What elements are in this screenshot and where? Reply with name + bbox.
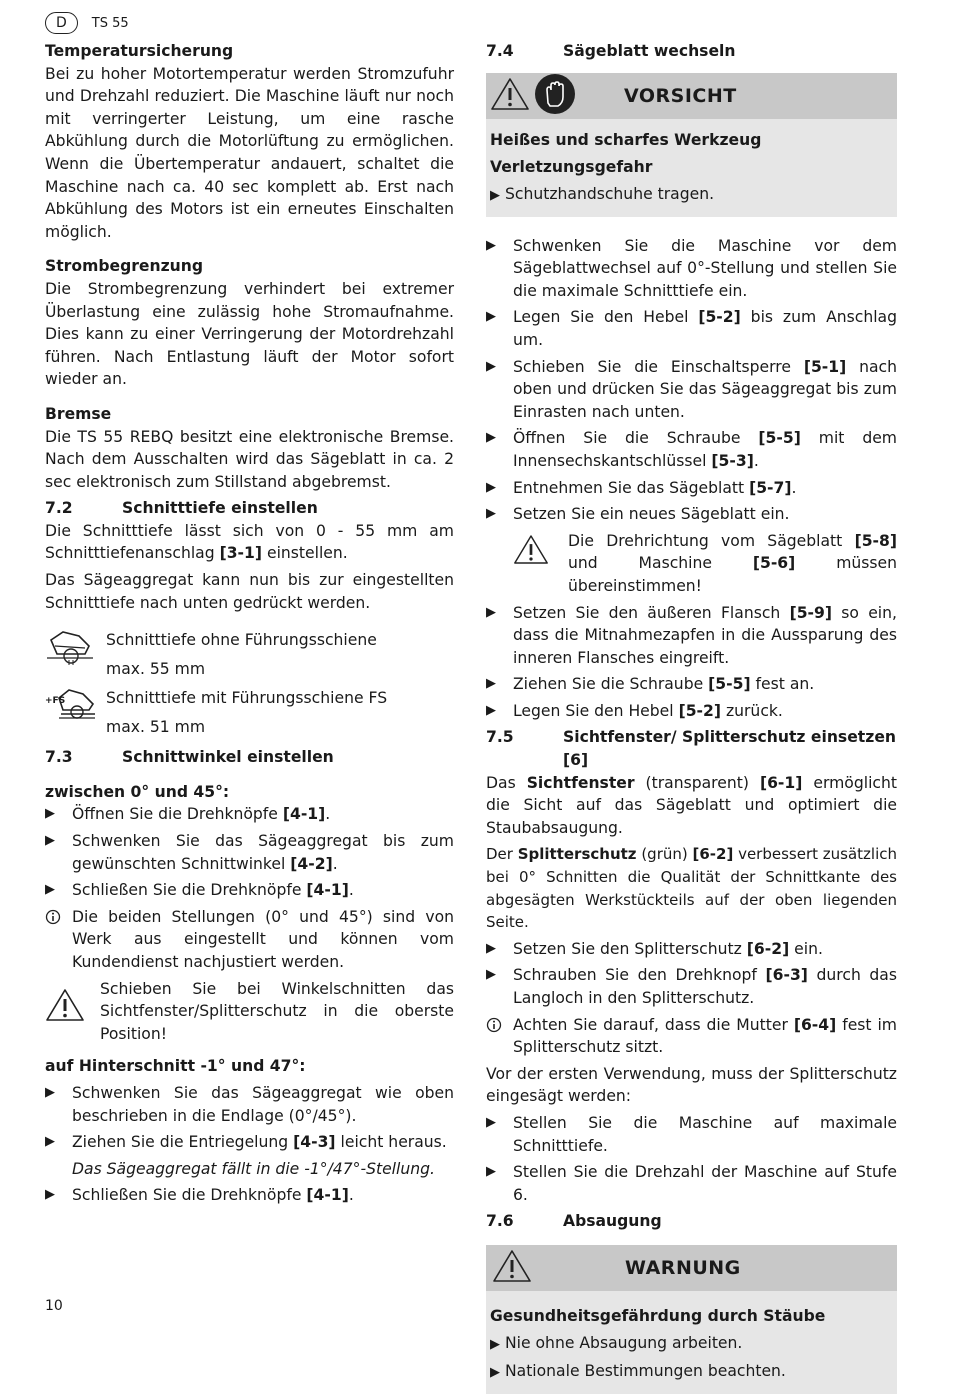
section-number: 7.3	[45, 748, 73, 767]
caution-hazard: Heißes und scharfes Werkzeug	[490, 130, 762, 149]
caution-body	[486, 119, 897, 217]
bullet-arrow-icon: ▶	[486, 506, 496, 522]
gloves-icon	[534, 73, 576, 119]
depth-value-1: max. 55 mm	[106, 660, 206, 679]
section-7-4-heading	[486, 40, 897, 63]
warning-triangle-icon	[45, 978, 100, 1026]
page-number: 10	[45, 1298, 63, 1314]
heading-strombegrenzung: Strombegrenzung	[45, 257, 204, 276]
section-number: 7.5	[486, 728, 514, 747]
warning-measure-2: ▶ Nationale Bestimmungen beachten.	[490, 1361, 786, 1380]
info-icon	[486, 1014, 513, 1059]
warning-hazard: Gesundheitsgefährdung durch Stäube	[490, 1306, 826, 1325]
list-item: ▶ Ziehen Sie die Entriegelung [4-3] leicht heraus.	[45, 1131, 454, 1154]
text-sichtfenster: Das Sichtfenster (transparent) [6-1] ermöglicht die Sicht auf das Sägeblatt und optimiert die Staubabsaugung.	[486, 773, 897, 837]
bullet-arrow-icon: ▶	[490, 1364, 500, 1380]
list-item: ▶ Stellen Sie die Drehzahl der Maschine auf Stufe 6.	[486, 1161, 897, 1206]
fs-tag: +FS	[45, 696, 66, 707]
list-item: ▶ Setzen Sie den Splitterschutz [6-2] ein.	[486, 938, 897, 961]
list-item: ▶ Schwenken Sie das Sägeaggregat bis zum gewünschten Schnittwinkel [4-2].	[45, 830, 454, 875]
info-icon	[45, 906, 72, 974]
bullet-arrow-icon: ▶	[45, 806, 55, 822]
caution-box	[486, 73, 897, 217]
bullet-arrow-icon: ▶	[486, 604, 496, 620]
warning-text: Die Drehrichtung vom Sägeblatt [5-8] und Maschine [5-6] müssen übereinstimmen!	[568, 531, 897, 595]
section-title: Schnittwinkel einstellen	[122, 748, 334, 767]
warning-header	[486, 1245, 897, 1291]
bullet-arrow-icon: ▶	[45, 833, 55, 849]
bullet-arrow-icon: ▶	[486, 1114, 496, 1130]
section-7-3-heading	[45, 746, 454, 769]
list-item: ▶ Öffnen Sie die Drehknöpfe [4-1].	[45, 803, 454, 826]
section-title: Absaugung	[563, 1212, 662, 1231]
section-number: 7.4	[486, 42, 514, 60]
page-header	[45, 12, 129, 34]
warning-body	[486, 1291, 897, 1394]
list-item: ▶ Ziehen Sie die Schraube [5-5] fest an.	[486, 673, 897, 696]
warning-triangle-icon	[490, 77, 530, 115]
section-title: Sichtfenster/ Splitterschutz einsetzen [6]	[563, 728, 896, 770]
list-item: ▶ Stellen Sie die Maschine auf maximale Schnitttiefe.	[486, 1112, 897, 1157]
section-number: 7.2	[45, 499, 73, 518]
section-7-6-heading	[486, 1210, 897, 1233]
bullet-arrow-icon: ▶	[486, 358, 496, 374]
list-item: ▶ Legen Sie den Hebel [5-2] bis zum Anschlag um.	[486, 306, 897, 351]
heading-bremse: Bremse	[45, 404, 112, 423]
saw-with-rail-icon	[45, 684, 106, 728]
sub-heading-hinterschnitt: auf Hinterschnitt -1° und 47°:	[45, 1057, 306, 1076]
depth-value-2: max. 51 mm	[106, 718, 206, 737]
list-item: ▶ Öffnen Sie die Schraube [5-5] mit dem Innensechskantschlüssel [5-3].	[486, 427, 897, 472]
bullet-arrow-icon: ▶	[486, 309, 496, 325]
heading-temperatursicherung: Temperatursicherung	[45, 42, 234, 60]
bullet-arrow-icon: ▶	[45, 1134, 55, 1150]
info-note: Achten Sie darauf, dass die Mutter [6-4] fest im Splitterschutz sitzt.	[486, 1014, 897, 1059]
bullet-arrow-icon: ▶	[486, 430, 496, 446]
warning-text: Schieben Sie bei Winkelschnitten das Sichtfenster/Splitterschutz in die oberste Position!	[100, 979, 454, 1043]
text-einsaegen: Vor der ersten Verwendung, muss der Splitterschutz eingesägt werden:	[486, 1064, 897, 1106]
bullet-arrow-icon: ▶	[486, 702, 496, 718]
section-7-5-heading	[486, 726, 897, 771]
warning-title: WARNUNG	[625, 1256, 741, 1279]
list-item: ▶ Schließen Sie die Drehknöpfe [4-1].	[45, 879, 454, 902]
depth-label-1: Schnitttiefe ohne Führungsschiene	[106, 631, 377, 650]
caution-title: VORSICHT	[624, 84, 737, 107]
depth-row-with-rail	[45, 684, 454, 742]
text-strombegrenzung: Die Strombegrenzung verhindert bei extremer Überlastung eine zulässig hohe Stromaufnahme. Dies kann zu einer Verringerung der Motordrehzahl führen. Nach Entlastung läuft der Motor sofort wieder an.	[45, 279, 454, 389]
section-number: 7.6	[486, 1212, 514, 1231]
list-item: ▶ Setzen Sie den äußeren Flansch [5-9] so ein, dass die Mitnahmezapfen in die Aussparung des inneren Flansches eingreift.	[486, 602, 897, 670]
warning-triangle-icon	[492, 1249, 532, 1287]
text-schnitttiefe-1: Die Schnitttiefe lässt sich von 0 - 55 mm am Schnitttiefenanschlag [3-1] einstellen.	[45, 521, 454, 563]
text-bremse: Die TS 55 REBQ besitzt eine elektronische Bremse. Nach dem Ausschalten wird das Sägeblatt in ca. 2 sec elektronisch zum Stillstand abgebremst.	[45, 427, 454, 491]
info-note: Die beiden Stellungen (0° und 45°) sind von Werk aus eingestellt und können vom Kundendienst nachjustiert werden.	[45, 906, 454, 974]
text-temperatursicherung: Bei zu hoher Motortemperatur werden Stromzufuhr und Drehzahl reduziert. Die Maschine läuft nur noch mit verringerter Leistung, um eine rasche Abkühlung durch die Motorlüftung zu ermöglichen. Wenn die Übertemperatur andauert, schaltet die Maschine nach ca. 40 sec komplett ab. Erst nach Abkühlung des Motors ist ein erneutes Einschalten möglich.	[45, 64, 454, 241]
warning-note	[486, 530, 897, 598]
text-splitterschutz: Der Splitterschutz (grün) [6-2] verbessert zusätzlich bei 0° Schnitten die Qualität der Schnittkante des abgesägten Werkstückteils auf der oben liegenden Seite.	[486, 845, 898, 932]
bullet-arrow-icon: ▶	[490, 1336, 500, 1352]
model-label: TS 55	[91, 15, 129, 31]
depth-row-without-rail	[45, 626, 454, 684]
list-item: ▶ Legen Sie den Hebel [5-2] zurück.	[486, 700, 897, 723]
warning-note	[45, 978, 454, 1046]
bullet-arrow-icon: ▶	[490, 187, 500, 203]
sub-heading-0-45: zwischen 0° und 45°:	[45, 782, 230, 801]
bullet-arrow-icon: ▶	[486, 479, 496, 495]
section-7-2-heading	[45, 497, 454, 520]
bullet-arrow-icon: ▶	[486, 676, 496, 692]
saw-without-rail-icon	[45, 626, 106, 670]
bullet-arrow-icon: ▶	[486, 967, 496, 983]
bullet-arrow-icon: ▶	[486, 237, 496, 253]
section-title: Schnitttiefe einstellen	[122, 499, 318, 518]
language-badge: D	[45, 12, 78, 34]
left-column	[45, 40, 454, 1207]
caution-header	[486, 73, 897, 119]
bullet-arrow-icon: ▶	[45, 1187, 55, 1203]
list-item: ▶ Schließen Sie die Drehknöpfe [4-1].	[45, 1184, 454, 1207]
warning-measure-1: ▶ Nie ohne Absaugung arbeiten.	[490, 1333, 743, 1352]
text-schnitttiefe-2: Das Sägeaggregat kann nun bis zur eingestellten Schnitttiefe nach unten gedrückt werden.	[45, 571, 454, 612]
caution-measure: ▶ Schutzhandschuhe tragen.	[490, 184, 715, 203]
section-title: Sägeblatt wechseln	[563, 42, 736, 60]
bullet-arrow-icon: ▶	[486, 940, 496, 956]
right-column	[486, 40, 897, 1394]
list-item: ▶ Setzen Sie ein neues Sägeblatt ein.	[486, 503, 897, 526]
bullet-arrow-icon: ▶	[45, 1084, 55, 1100]
result-note: Das Sägeaggregat fällt in die -1°/47°-Stellung.	[72, 1159, 435, 1178]
list-item: ▶ Schrauben Sie den Drehknopf [6-3] durch das Langloch in den Splitterschutz.	[486, 964, 897, 1009]
warning-box	[486, 1245, 897, 1394]
depth-label-2: Schnitttiefe mit Führungsschiene FS	[106, 689, 388, 708]
list-item: ▶ Entnehmen Sie das Sägeblatt [5-7].	[486, 477, 897, 500]
bullet-arrow-icon: ▶	[45, 882, 55, 898]
list-item: ▶ Schieben Sie die Einschaltsperre [5-1] nach oben und drücken Sie das Sägeaggregat bis zum Einrasten nach unten.	[486, 356, 897, 424]
list-item: ▶ Schwenken Sie die Maschine vor dem Sägeblattwechsel auf 0°-Stellung und stellen Sie die maximale Schnitttiefe ein.	[486, 235, 897, 303]
caution-consequence: Verletzungsgefahr	[490, 157, 653, 176]
bullet-arrow-icon: ▶	[486, 1164, 496, 1180]
warning-triangle-icon	[513, 530, 568, 569]
list-item: ▶ Schwenken Sie das Sägeaggregat wie oben beschrieben in die Endlage (0°/45°).	[45, 1082, 454, 1127]
